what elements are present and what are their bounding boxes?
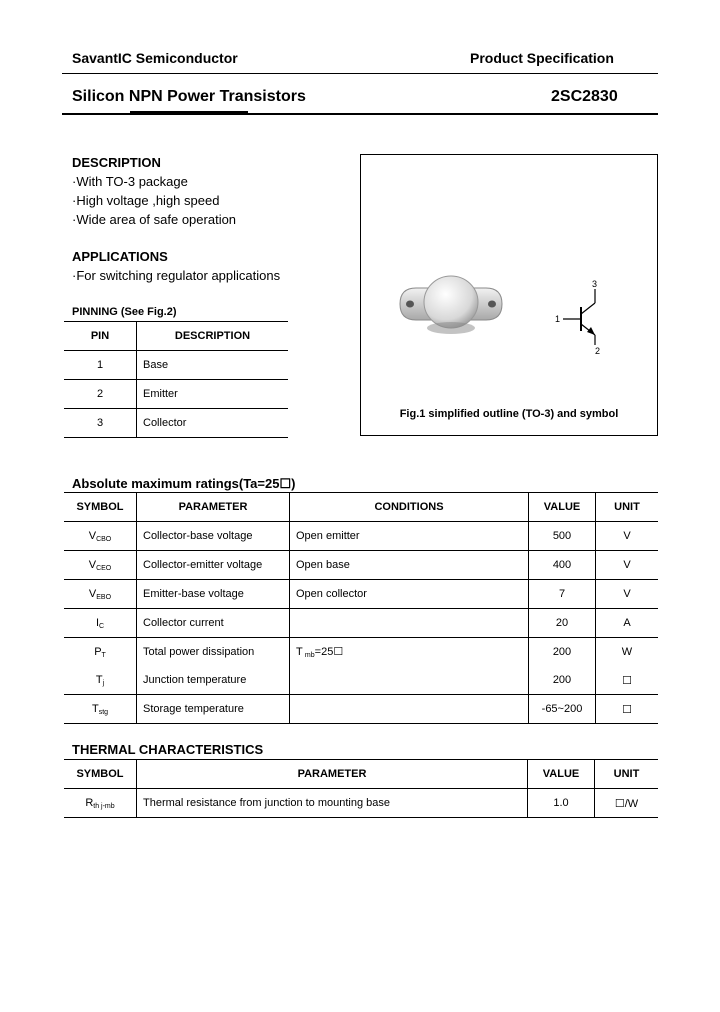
symbol-cell: $T_j$	[64, 666, 137, 695]
company-name: SavantIC Semiconductor	[72, 50, 238, 66]
conditions-cell	[290, 609, 529, 638]
table-row	[64, 666, 658, 695]
parameter-cell: Emitter-base voltage	[137, 580, 290, 609]
value-cell: 1.0	[528, 789, 595, 818]
conditions-cell	[290, 666, 529, 695]
ratings-col-conditions: CONDITIONS	[290, 493, 529, 522]
description-item: ·With TO-3 package	[72, 174, 188, 189]
thermal-table	[64, 759, 658, 818]
parameter-cell: Thermal resistance from junction to mounting base	[137, 789, 528, 818]
table-row	[64, 522, 658, 551]
doc-type: Product Specification	[470, 50, 614, 66]
unit-cell: ☐	[622, 703, 632, 716]
unit-cell: V	[623, 559, 631, 571]
conditions-cell: Open emitter	[290, 522, 529, 551]
table-row	[64, 351, 288, 380]
ratings-heading: Absolute maximum ratings(Ta=25☐)	[72, 476, 296, 491]
pin-3-label: 3	[592, 279, 598, 289]
unit-cell: V	[623, 530, 631, 542]
unit-cell: V	[623, 588, 631, 600]
pin-number: 2	[64, 380, 137, 409]
table-row	[64, 695, 658, 724]
pin-2-label: 2	[595, 346, 601, 356]
pin-description: Emitter	[143, 388, 178, 400]
symbol-cell: $I_C$	[64, 609, 137, 638]
to3-package-image	[396, 270, 506, 340]
value-cell: 200	[529, 638, 596, 667]
applications-heading: APPLICATIONS	[72, 249, 168, 264]
table-row	[64, 551, 658, 580]
symbol-cell: $P_T$	[64, 638, 137, 667]
pin-1-label: 1	[555, 314, 561, 324]
value-cell: 400	[529, 551, 596, 580]
parameter-cell: Collector current	[137, 609, 290, 638]
pinning-heading: PINNING (See Fig.2)	[72, 306, 177, 318]
part-number: 2SC2830	[551, 88, 618, 105]
title-rule	[62, 113, 658, 115]
thermal-col-value: VALUE	[528, 760, 595, 789]
value-cell: 7	[529, 580, 596, 609]
conditions-cell: T $_{mb}$=25☐	[290, 638, 529, 667]
symbol-cell: $V_{CBO}$	[64, 522, 137, 551]
parameter-cell: Total power dissipation	[137, 638, 290, 667]
value-cell: -65~200	[529, 695, 596, 724]
conditions-cell: Open collector	[290, 580, 529, 609]
parameter-cell: Storage temperature	[137, 695, 290, 724]
description-item: ·High voltage ,high speed	[72, 193, 220, 208]
description-item: ·Wide area of safe operation	[72, 212, 237, 227]
symbol-cell: $T_{stg}$	[64, 695, 137, 724]
unit-cell: W	[621, 646, 633, 658]
applications-item: ·For switching regulator applications	[72, 268, 281, 283]
table-row	[64, 609, 658, 638]
pinning-col-pin: PIN	[64, 322, 137, 351]
table-row	[64, 638, 658, 667]
unit-cell: ☐/W	[614, 797, 639, 810]
ratings-col-value: VALUE	[529, 493, 596, 522]
parameter-cell: Collector-base voltage	[137, 522, 290, 551]
unit-cell: ☐	[622, 674, 632, 687]
symbol-cell: $R_{th j-mb}$	[64, 789, 137, 818]
figure-box	[360, 154, 658, 436]
ratings-col-parameter: PARAMETER	[137, 493, 290, 522]
table-row	[64, 580, 658, 609]
header-rule	[62, 73, 658, 74]
thermal-heading: THERMAL CHARACTERISTICS	[72, 742, 264, 757]
thermal-col-parameter: PARAMETER	[137, 760, 528, 789]
table-row	[64, 409, 288, 438]
value-cell: 20	[529, 609, 596, 638]
ratings-table	[64, 492, 658, 724]
figure-caption: Fig.1 simplified outline (TO-3) and symbol	[399, 408, 619, 420]
conditions-cell: Open base	[290, 551, 529, 580]
title-rule-accent	[130, 111, 248, 113]
pinning-table	[64, 321, 288, 438]
unit-cell: A	[623, 617, 631, 629]
parameter-cell: Junction temperature	[137, 666, 290, 695]
pin-description: Base	[143, 359, 169, 371]
pin-number: 1	[64, 351, 137, 380]
pin-description: Collector	[143, 417, 187, 429]
table-row	[64, 380, 288, 409]
symbol-cell: $V_{CEO}$	[64, 551, 137, 580]
parameter-cell: Collector-emitter voltage	[137, 551, 290, 580]
description-heading: DESCRIPTION	[72, 155, 161, 170]
table-row	[64, 789, 658, 818]
pinning-col-description: DESCRIPTION	[174, 330, 251, 342]
ratings-col-unit: UNIT	[614, 501, 640, 513]
conditions-cell	[290, 695, 529, 724]
ratings-col-symbol: SYMBOL	[64, 493, 137, 522]
value-cell: 200	[529, 666, 596, 695]
product-line-title: Silicon NPN Power Transistors	[72, 88, 306, 105]
pin-number: 3	[64, 409, 137, 438]
symbol-cell: $V_{EBO}$	[64, 580, 137, 609]
thermal-col-unit: UNIT	[613, 768, 640, 780]
thermal-col-symbol: SYMBOL	[64, 760, 137, 789]
value-cell: 500	[529, 522, 596, 551]
npn-transistor-symbol	[549, 279, 629, 359]
